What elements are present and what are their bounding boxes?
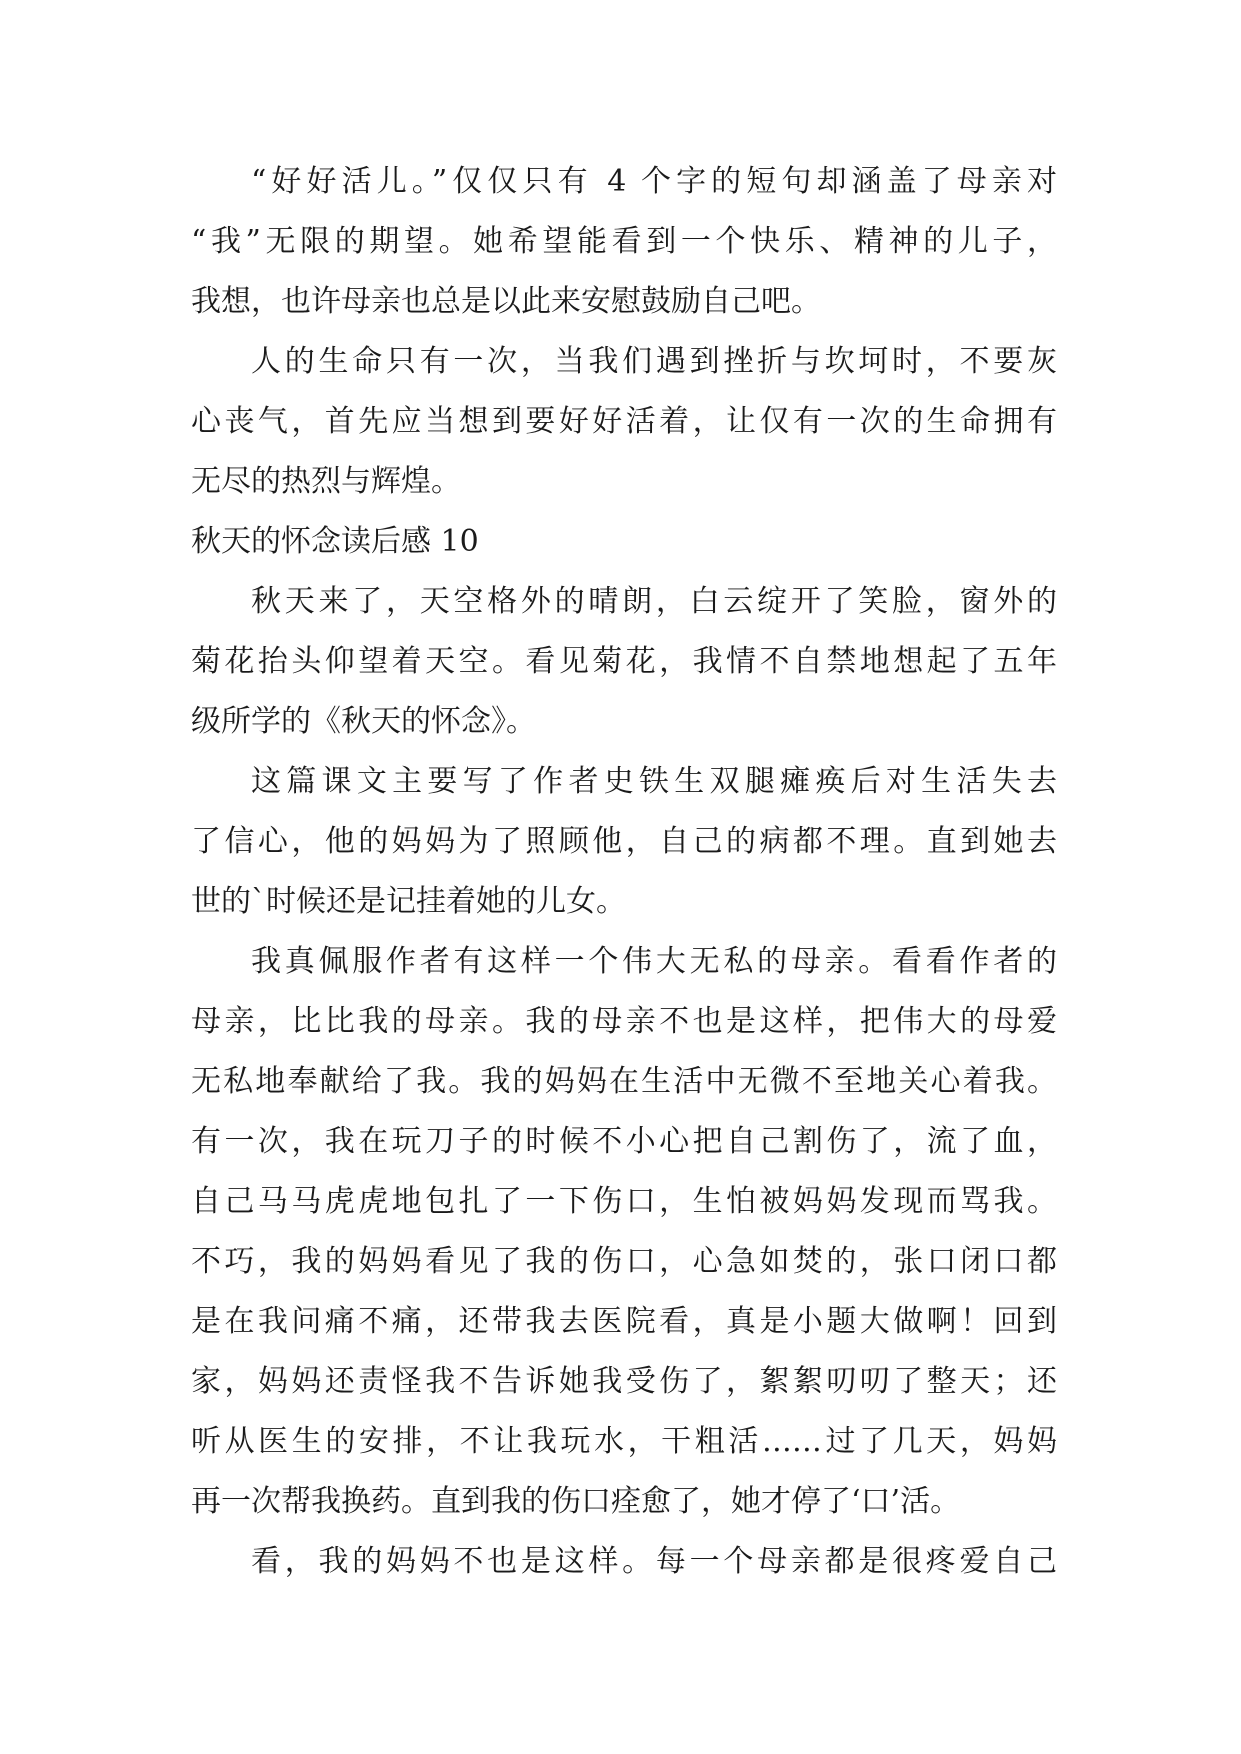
text-line: 菊花抬头仰望着天空。看见菊花，我情不自禁地想起了五年: [191, 644, 1057, 679]
text-line: 我想，也许母亲也总是以此来安慰鼓励自己吧。: [191, 284, 821, 319]
text-line: 了信心，他的妈妈为了照顾他，自己的病都不理。直到她去: [191, 824, 1057, 859]
paragraph: [191, 752, 1057, 932]
text-line: 级所学的《秋天的怀念》。: [191, 704, 536, 739]
text-line: “我”无限的期望。她希望能看到一个快乐、精神的儿子，: [191, 224, 1057, 259]
text-line: 这篇课文主要写了作者史铁生双腿瘫痪后对生活失去: [251, 764, 1057, 799]
text-line: 是在我问痛不痛，还带我去医院看，真是小题大做啊！回到: [191, 1304, 1057, 1339]
text-line: 我真佩服作者有这样一个伟大无私的母亲。看看作者的: [251, 944, 1057, 979]
text-line: 有一次，我在玩刀子的时候不小心把自己割伤了，流了血，: [191, 1124, 1057, 1159]
text-line: 自己马马虎虎地包扎了一下伤口，生怕被妈妈发现而骂我。: [191, 1184, 1057, 1219]
text-line: 再一次帮我换药。直到我的伤口痊愈了，她才停了‘口’活。: [191, 1484, 961, 1519]
paragraph: [191, 1532, 1057, 1592]
text-line: 无尽的热烈与辉煌。: [191, 464, 461, 499]
text-line: 心丧气，首先应当想到要好好活着，让仅有一次的生命拥有: [191, 404, 1057, 439]
text-line: 看，我的妈妈不也是这样。每一个母亲都是很疼爱自己: [251, 1544, 1057, 1579]
text-line: 秋天来了，天空格外的晴朗，白云绽开了笑脸，窗外的: [251, 584, 1057, 619]
paragraph: [191, 332, 1057, 512]
text-line: 无私地奉献给了我。我的妈妈在生活中无微不至地关心着我。: [191, 1064, 1057, 1099]
paragraph: [191, 152, 1057, 332]
section-title: 秋天的怀念读后感 10: [191, 524, 479, 559]
text-line: 家，妈妈还责怪我不告诉她我受伤了，絮絮叨叨了整天；还: [191, 1364, 1057, 1399]
text-line: 世的`时候还是记挂着她的儿女。: [191, 884, 626, 919]
paragraph: [191, 572, 1057, 752]
paragraph: [191, 932, 1057, 1532]
text-line: 不巧，我的妈妈看见了我的伤口，心急如焚的，张口闭口都: [191, 1244, 1057, 1279]
text-line: 人的生命只有一次，当我们遇到挫折与坎坷时，不要灰: [251, 344, 1057, 379]
text-line: “好好活儿。”仅仅只有 4 个字的短句却涵盖了母亲对: [251, 164, 1057, 199]
document-page: [191, 152, 1057, 1592]
text-line: 听从医生的安排，不让我玩水，干粗活……过了几天，妈妈: [191, 1424, 1057, 1459]
section-heading: [191, 512, 1057, 572]
text-line: 母亲，比比我的母亲。我的母亲不也是这样，把伟大的母爱: [191, 1004, 1057, 1039]
